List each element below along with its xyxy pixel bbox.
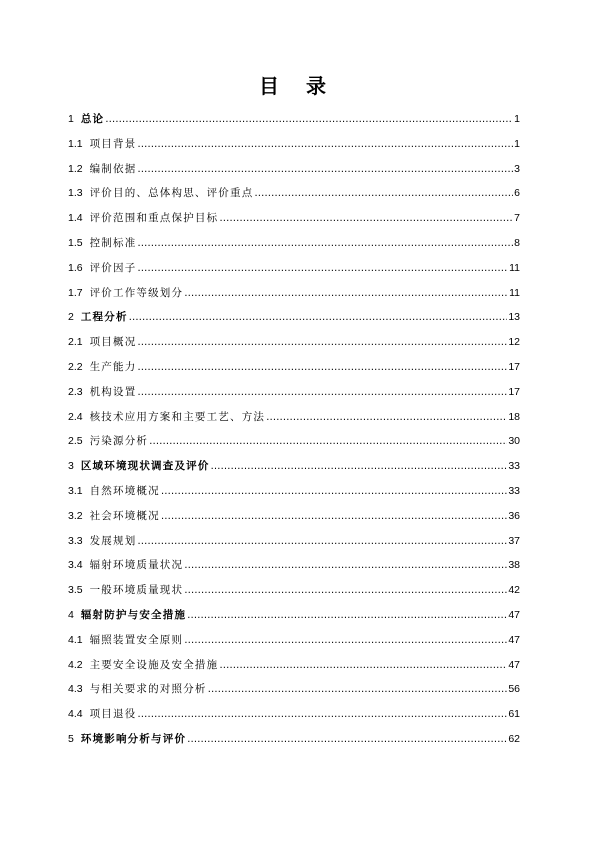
toc-entry-title: 总论	[80, 113, 105, 125]
toc-entry-number: 4.1	[68, 633, 83, 646]
toc-dot-leader	[137, 158, 513, 183]
toc-chapter-entry[interactable]	[68, 603, 520, 628]
toc-entry-title: 主要安全设施及安全措施	[89, 658, 219, 671]
toc-entry-number: 5	[68, 732, 74, 745]
toc-entry-number: 3.5	[68, 584, 83, 597]
toc-entry-number: 3.4	[68, 559, 83, 572]
toc-entry-number: 4	[68, 608, 74, 621]
toc-dot-leader	[254, 182, 513, 207]
toc-entry-title: 环境影响分析与评价	[80, 732, 187, 745]
toc-chapter-entry[interactable]	[68, 305, 520, 330]
toc-entry-number: 4.4	[68, 708, 83, 721]
toc-entry-title: 区域环境现状调查及评价	[80, 460, 210, 473]
toc-entry-title: 机构设置	[89, 385, 137, 398]
toc-entry-page-number: 37	[508, 534, 520, 547]
toc-dot-leader	[137, 133, 513, 158]
toc-entry-title: 污染源分析	[89, 435, 149, 448]
toc-entry-page-number: 42	[508, 584, 520, 597]
toc-entry-title: 核技术应用方案和主要工艺、方法	[89, 410, 266, 423]
toc-entry-page-number: 30	[508, 435, 520, 448]
toc-entry-number: 1	[68, 113, 74, 125]
toc-dot-leader	[219, 207, 513, 232]
toc-entry-title: 评价目的、总体构思、评价重点	[89, 187, 254, 200]
toc-dot-leader	[137, 530, 507, 555]
toc-entry-title: 发展规划	[89, 534, 137, 547]
toc-entry-number: 4.2	[68, 658, 83, 671]
toc-entry-title: 评价工作等级划分	[89, 286, 184, 299]
page-title: 目 录	[259, 74, 336, 98]
toc-entry-title: 辐射防护与安全措施	[80, 608, 187, 621]
toc-entry-number: 2.2	[68, 360, 83, 373]
toc-entry-page-number: 36	[508, 509, 520, 522]
toc-entry-page-number: 11	[509, 261, 520, 274]
toc-entry-title: 辐射环境质量状况	[89, 559, 184, 572]
toc-entry-number: 2.4	[68, 410, 83, 423]
toc-entry-page-number: 6	[514, 187, 520, 200]
toc-entry-page-number: 7	[514, 212, 520, 225]
toc-section-entry[interactable]	[68, 231, 520, 256]
toc-entry-page-number: 3	[514, 162, 520, 175]
toc-entry-number: 3.3	[68, 534, 83, 547]
toc-section-entry[interactable]	[68, 429, 520, 454]
toc-entry-title: 一般环境质量现状	[89, 584, 184, 597]
toc-section-entry[interactable]	[68, 529, 520, 554]
toc-entry-title: 社会环境概况	[89, 509, 160, 522]
toc-entry-number: 3.2	[68, 509, 83, 522]
toc-section-entry[interactable]	[68, 553, 520, 578]
toc-entry-page-number: 56	[508, 683, 520, 696]
toc-section-entry[interactable]	[68, 504, 520, 529]
toc-entry-number: 3.1	[68, 484, 83, 497]
toc-entry-number: 1.1	[68, 137, 83, 150]
toc-entry-title: 工程分析	[80, 311, 128, 324]
toc-dot-leader	[137, 232, 513, 257]
toc-chapter-entry[interactable]	[68, 107, 520, 132]
toc-section-entry[interactable]	[68, 181, 520, 206]
toc-entry-page-number: 61	[508, 708, 520, 721]
toc-section-entry[interactable]	[68, 380, 520, 405]
toc-entry-title: 项目背景	[89, 137, 137, 150]
toc-section-entry[interactable]	[68, 330, 520, 355]
toc-dot-leader	[266, 406, 507, 431]
toc-entry-page-number: 47	[508, 633, 520, 646]
toc-dot-leader	[184, 579, 507, 604]
toc-entry-number: 1.2	[68, 162, 83, 175]
toc-dot-leader	[208, 678, 508, 703]
toc-dot-leader	[137, 331, 507, 356]
toc-entry-number: 1.5	[68, 236, 83, 249]
toc-entry-page-number: 13	[508, 311, 520, 324]
toc-entry-title: 生产能力	[89, 360, 137, 373]
table-of-contents	[68, 107, 520, 752]
toc-entry-number: 2.3	[68, 385, 83, 398]
toc-section-entry[interactable]	[68, 677, 520, 702]
toc-entry-page-number: 47	[508, 608, 520, 621]
toc-entry-title: 辐照装置安全原则	[89, 633, 184, 646]
toc-entry-number: 1.7	[68, 286, 83, 299]
toc-section-entry[interactable]	[68, 281, 520, 306]
toc-entry-number: 2.5	[68, 435, 83, 448]
toc-entry-title: 自然环境概况	[89, 484, 160, 497]
toc-section-entry[interactable]	[68, 206, 520, 231]
toc-entry-number: 1.6	[68, 261, 83, 274]
toc-entry-title: 评价范围和重点保护目标	[89, 212, 219, 225]
toc-dot-leader	[129, 306, 508, 331]
toc-entry-number: 3	[68, 460, 74, 473]
toc-entry-page-number: 11	[509, 286, 520, 299]
toc-section-entry[interactable]	[68, 256, 520, 281]
toc-entry-number: 1.3	[68, 187, 83, 200]
toc-entry-page-number: 33	[508, 484, 520, 497]
toc-section-entry[interactable]	[68, 132, 520, 157]
toc-dot-leader	[137, 381, 507, 406]
toc-entry-number: 2	[68, 311, 74, 324]
toc-dot-leader	[161, 480, 508, 505]
toc-section-entry[interactable]	[68, 479, 520, 504]
toc-entry-page-number: 17	[508, 385, 520, 398]
toc-entry-page-number: 12	[508, 336, 520, 349]
toc-entry-page-number: 17	[508, 360, 520, 373]
toc-dot-leader	[137, 257, 508, 282]
toc-dot-leader	[137, 703, 507, 728]
toc-entry-title: 项目退役	[89, 708, 137, 721]
toc-chapter-entry[interactable]	[68, 727, 520, 752]
toc-entry-page-number: 38	[508, 559, 520, 572]
toc-entry-page-number: 18	[508, 410, 520, 423]
toc-section-entry[interactable]	[68, 355, 520, 380]
toc-entry-title: 编制依据	[89, 162, 137, 175]
toc-entry-page-number: 1	[514, 137, 520, 150]
toc-dot-leader	[137, 356, 507, 381]
toc-dot-leader	[184, 554, 507, 579]
toc-entry-page-number: 47	[508, 658, 520, 671]
toc-entry-number: 1.4	[68, 212, 83, 225]
toc-dot-leader	[187, 604, 507, 629]
toc-dot-leader	[184, 629, 507, 654]
toc-entry-number: 2.1	[68, 336, 83, 349]
toc-section-entry[interactable]	[68, 628, 520, 653]
toc-section-entry[interactable]	[68, 653, 520, 678]
toc-entry-page-number: 8	[514, 236, 520, 249]
toc-dot-leader	[187, 728, 507, 753]
toc-entry-page-number: 33	[508, 460, 520, 473]
toc-entry-page-number: 1	[514, 113, 520, 125]
toc-entry-title: 与相关要求的对照分析	[89, 683, 207, 696]
toc-dot-leader	[161, 505, 508, 530]
toc-dot-leader	[219, 654, 507, 679]
toc-entry-title: 评价因子	[89, 261, 137, 274]
toc-chapter-entry[interactable]	[68, 454, 520, 479]
toc-section-entry[interactable]	[68, 405, 520, 430]
toc-entry-title: 项目概况	[89, 336, 137, 349]
toc-section-entry[interactable]	[68, 578, 520, 603]
toc-dot-leader	[184, 282, 508, 307]
toc-dot-leader	[149, 430, 507, 455]
toc-entry-number: 4.3	[68, 683, 83, 696]
toc-entry-title: 控制标准	[89, 236, 137, 249]
toc-section-entry[interactable]	[68, 157, 520, 182]
toc-entry-page-number: 62	[508, 732, 520, 745]
toc-section-entry[interactable]	[68, 702, 520, 727]
toc-dot-leader	[105, 108, 513, 133]
toc-dot-leader	[211, 455, 508, 480]
